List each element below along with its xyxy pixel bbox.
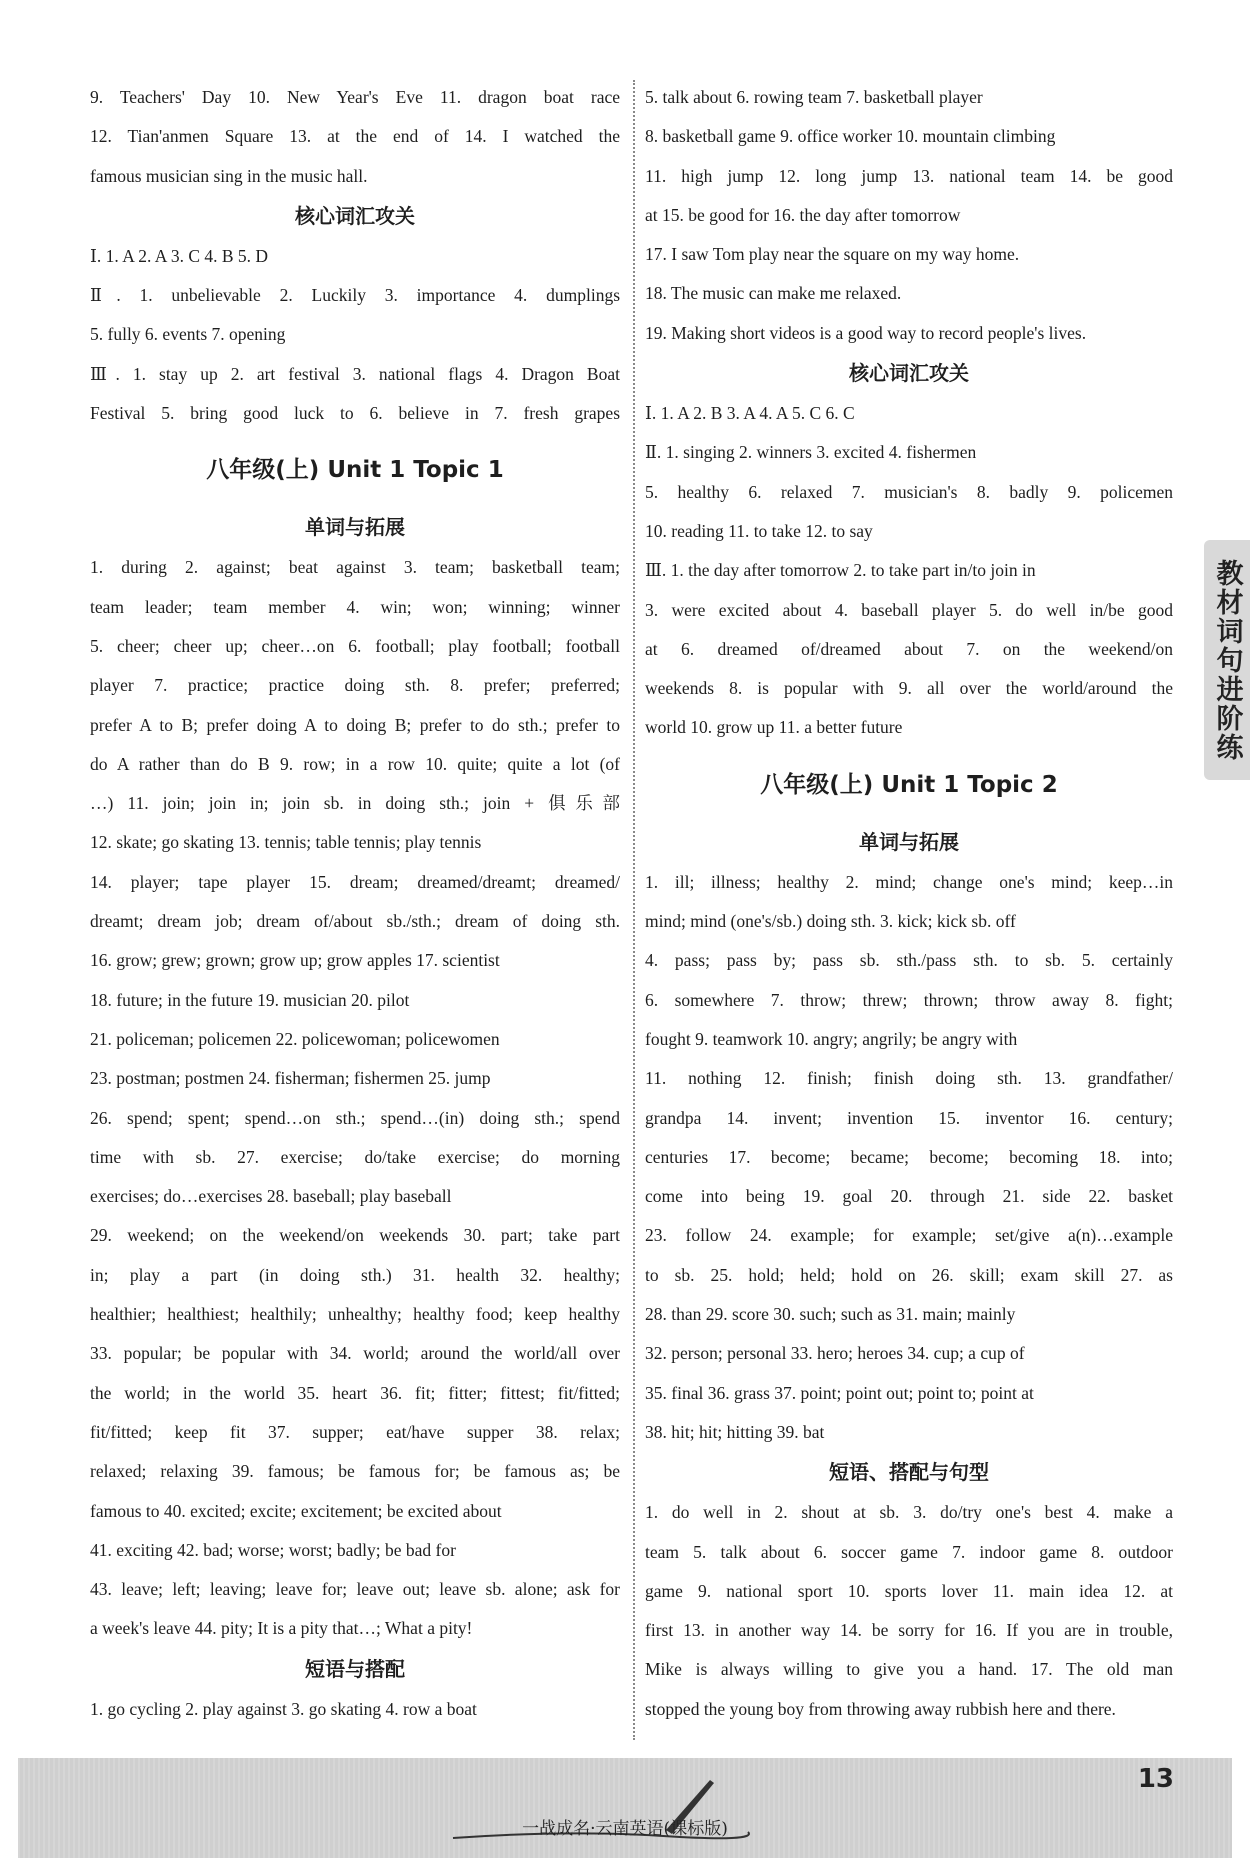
text-line: famous to 40. excited; excite; excitement; be excited about xyxy=(90,1500,502,1521)
text-line: Ⅲ. 1. the day after tomorrow 2. to take part in/to join in xyxy=(645,560,1036,581)
heading-words: 单词与拓展 xyxy=(305,515,405,540)
text-line: Ⅱ. 1. unbelievable 2. Luckily 3. importance 4. dumplings xyxy=(90,285,620,306)
text-line: 43. leave; left; leaving; leave for; leave out; leave sb. alone; ask for xyxy=(90,1579,620,1600)
page-number: 13 xyxy=(1137,1764,1174,1794)
footer-band xyxy=(18,1758,1232,1858)
text-line: 18. future; in the future 19. musician 20. pilot xyxy=(90,989,410,1010)
text-line: Ⅰ. 1. A 2. B 3. A 4. A 5. C 6. C xyxy=(645,403,855,424)
section-title: 八年级(上) Unit 1 Topic 1 xyxy=(206,457,504,484)
text-line: mind; mind (one's/sb.) doing sth. 3. kick; kick sb. off xyxy=(645,911,1016,932)
text-line: a week's leave 44. pity; It is a pity that…; What a pity! xyxy=(90,1618,473,1639)
text-line: in; play a part (in doing sth.) 31. health 32. healthy; xyxy=(90,1264,620,1285)
text-line: world 10. grow up 11. a better future xyxy=(645,717,903,738)
text-line: dreamt; dream job; dream of/about sb./sth.; dream of doing sth. xyxy=(90,911,620,932)
text-line: 33. popular; be popular with 34. world; around the world/all over xyxy=(90,1343,620,1364)
left-column xyxy=(90,78,620,1729)
text-line: player 7. practice; practice doing sth. 8. prefer; preferred; xyxy=(90,675,620,696)
text-line: 18. The music can make me relaxed. xyxy=(645,283,902,304)
text-line: 14. player; tape player 15. dream; dreamed/dreamt; dreamed/ xyxy=(90,871,620,892)
footer-brand: 一战成名·云南英语(课标版) xyxy=(522,1819,728,1839)
text-line: relaxed; relaxing 39. famous; be famous for; be famous as; be xyxy=(90,1461,620,1482)
text-line: weekends 8. is popular with 9. all over the world/around the xyxy=(645,678,1173,699)
heading-words: 单词与拓展 xyxy=(859,829,959,854)
text-line: team leader; team member 4. win; won; winning; winner xyxy=(90,596,620,617)
text-line: to sb. 25. hold; held; hold on 26. skill; exam skill 27. as xyxy=(645,1264,1173,1285)
right-column xyxy=(645,78,1173,1729)
text-line: stopped the young boy from throwing away rubbish here and there. xyxy=(645,1698,1116,1719)
text-line: Ⅰ. 1. A 2. A 3. C 4. B 5. D xyxy=(90,245,269,266)
text-line: 32. person; personal 33. hero; heroes 34. cup; a cup of xyxy=(645,1343,1025,1364)
heading-phrases: 短语、搭配与句型 xyxy=(829,1460,989,1485)
text-line: 1. do well in 2. shout at sb. 3. do/try one's best 4. make a xyxy=(645,1502,1173,1523)
text-line: centuries 17. become; became; become; becoming 18. into; xyxy=(645,1146,1173,1167)
text-line: 26. spend; spent; spend…on sth.; spend…(in) doing sth.; spend xyxy=(90,1107,620,1128)
text-line: 3. were excited about 4. baseball player 5. do well in/be good xyxy=(645,599,1173,620)
text-line: …) 11. join; join in; join sb. in doing sth.; join + 俱乐部 xyxy=(90,793,620,814)
text-line: 12. Tian'anmen Square 13. at the end of 14. I watched the xyxy=(90,126,620,147)
text-line: 41. exciting 42. bad; worse; worst; badly; be bad for xyxy=(90,1539,456,1560)
text-line: 19. Making short videos is a good way to record people's lives. xyxy=(645,322,1087,343)
text-line: 1. go cycling 2. play against 3. go skating 4. row a boat xyxy=(90,1698,477,1719)
text-line: team 5. talk about 6. soccer game 7. indoor game 8. outdoor xyxy=(645,1541,1173,1562)
text-line: exercises; do…exercises 28. baseball; play baseball xyxy=(90,1186,452,1207)
text-line: 10. reading 11. to take 12. to say xyxy=(645,520,873,541)
text-line: Ⅱ. 1. singing 2. winners 3. excited 4. fishermen xyxy=(645,442,977,463)
text-line: 38. hit; hit; hitting 39. bat xyxy=(645,1421,825,1442)
text-line: do A rather than do B 9. row; in a row 10. quite; quite a lot (of xyxy=(90,753,620,774)
text-line: 23. postman; postmen 24. fisherman; fishermen 25. jump xyxy=(90,1068,491,1089)
text-line: first 13. in another way 14. be sorry for 16. If you are in trouble, xyxy=(645,1620,1173,1641)
text-line: the world; in the world 35. heart 36. fit; fitter; fittest; fit/fitted; xyxy=(90,1382,620,1403)
text-line: 8. basketball game 9. office worker 10. mountain climbing xyxy=(645,126,1056,147)
text-line: 28. than 29. score 30. such; such as 31. main; mainly xyxy=(645,1304,1016,1325)
text-line: 6. somewhere 7. throw; threw; thrown; throw away 8. fight; xyxy=(645,989,1173,1010)
text-line: Mike is always willing to give you a hand. 17. The old man xyxy=(645,1659,1173,1680)
text-line: famous musician sing in the music hall. xyxy=(90,165,368,186)
text-line: 11. high jump 12. long jump 13. national team 14. be good xyxy=(645,165,1173,186)
text-line: 5. healthy 6. relaxed 7. musician's 8. badly 9. policemen xyxy=(645,481,1173,502)
text-line: 23. follow 24. example; for example; set/give a(n)…example xyxy=(645,1225,1173,1246)
text-line: 4. pass; pass by; pass sb. sth./pass sth. to sb. 5. certainly xyxy=(645,950,1173,971)
text-line: at 6. dreamed of/dreamed about 7. on the weekend/on xyxy=(645,638,1173,659)
text-line: Ⅲ. 1. stay up 2. art festival 3. national flags 4. Dragon Boat xyxy=(90,363,620,384)
text-line: game 9. national sport 10. sports lover 11. main idea 12. at xyxy=(645,1580,1173,1601)
text-line: 5. cheer; cheer up; cheer…on 6. football; play football; football xyxy=(90,635,620,656)
text-line: 1. during 2. against; beat against 3. team; basketball team; xyxy=(90,557,620,578)
text-line: 5. fully 6. events 7. opening xyxy=(90,324,286,345)
text-line: 16. grow; grew; grown; grow up; grow apples 17. scientist xyxy=(90,950,500,971)
text-line: 35. final 36. grass 37. point; point out; point to; point at xyxy=(645,1382,1034,1403)
heading-phrases: 短语与搭配 xyxy=(305,1656,405,1681)
text-line: come into being 19. goal 20. through 21. side 22. basket xyxy=(645,1186,1173,1207)
text-line: 11. nothing 12. finish; finish doing sth. 13. grandfather/ xyxy=(645,1068,1173,1089)
heading-core-vocab: 核心词汇攻关 xyxy=(295,203,415,228)
column-divider xyxy=(633,80,635,1740)
side-tab-label: 教材词句进阶练 xyxy=(1211,558,1243,762)
text-line: 21. policeman; policemen 22. policewoman; policewomen xyxy=(90,1028,500,1049)
text-line: Festival 5. bring good luck to 6. believe in 7. fresh grapes xyxy=(90,403,620,424)
text-line: time with sb. 27. exercise; do/take exercise; do morning xyxy=(90,1146,620,1167)
text-line: fit/fitted; keep fit 37. supper; eat/have supper 38. relax; xyxy=(90,1421,620,1442)
heading-core-vocab: 核心词汇攻关 xyxy=(849,361,969,386)
text-line: 9. Teachers' Day 10. New Year's Eve 11. dragon boat race xyxy=(90,87,620,107)
section-title: 八年级(上) Unit 1 Topic 2 xyxy=(760,771,1058,798)
text-line: healthier; healthiest; healthily; unhealthy; healthy food; keep healthy xyxy=(90,1304,620,1325)
side-tab xyxy=(1204,540,1250,780)
text-line: grandpa 14. invent; invention 15. inventor 16. century; xyxy=(645,1107,1173,1128)
text-line: fought 9. teamwork 10. angry; angrily; be angry with xyxy=(645,1028,1018,1049)
text-line: 1. ill; illness; healthy 2. mind; change one's mind; keep…in xyxy=(645,871,1173,892)
text-line: at 15. be good for 16. the day after tomorrow xyxy=(645,204,961,225)
text-line: 29. weekend; on the weekend/on weekends 30. part; take part xyxy=(90,1225,620,1246)
text-line: 12. skate; go skating 13. tennis; table tennis; play tennis xyxy=(90,832,482,853)
text-line: prefer A to B; prefer doing A to doing B; prefer to do sth.; prefer to xyxy=(90,714,620,735)
text-line: 17. I saw Tom play near the square on my way home. xyxy=(645,244,1020,265)
text-line: 5. talk about 6. rowing team 7. basketball player xyxy=(645,87,983,107)
